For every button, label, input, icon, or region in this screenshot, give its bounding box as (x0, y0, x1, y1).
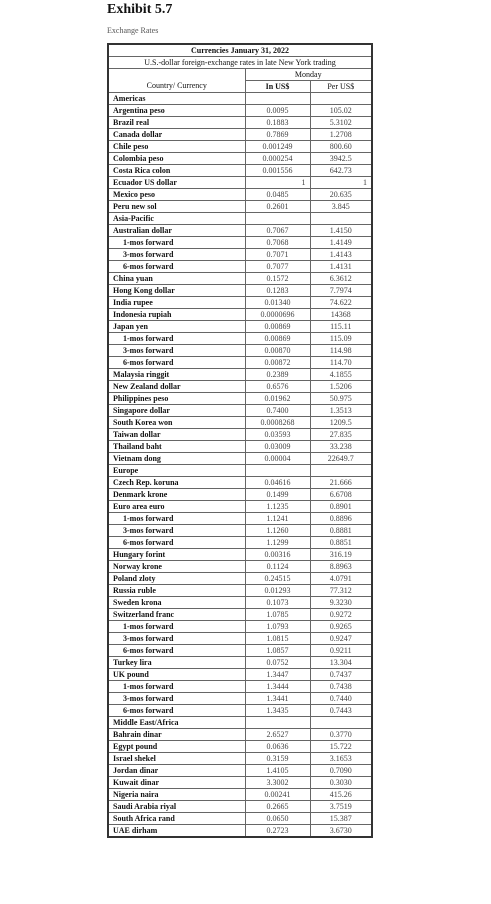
table-row (108, 357, 372, 369)
rate-per-usd: 1.2708 (310, 129, 372, 141)
rate-in-usd: 0.7068 (245, 237, 310, 249)
rate-per-usd: 0.7440 (310, 693, 372, 705)
table-subcaption: U.S.-dollar foreign-exchange rates in late New York trading (108, 57, 372, 69)
rate-in-usd: 1.3441 (245, 693, 310, 705)
table-row (108, 669, 372, 681)
rate-per-usd: 114.70 (310, 357, 372, 369)
rate-per-usd: 1.4143 (310, 249, 372, 261)
region-empty-cell (245, 213, 310, 225)
currency-name: Poland zloty (108, 573, 245, 585)
table-row (108, 453, 372, 465)
table-row (108, 729, 372, 741)
rate-per-usd: 0.8901 (310, 501, 372, 513)
currency-name: 3-mos forward (108, 693, 245, 705)
rate-in-usd: 0.00316 (245, 549, 310, 561)
currency-name: India rupee (108, 297, 245, 309)
currency-name: Sweden krona (108, 597, 245, 609)
currency-name: Australian dollar (108, 225, 245, 237)
exhibit-subtitle: Exchange Rates (107, 26, 159, 35)
table-row (108, 753, 372, 765)
rate-per-usd: 0.9211 (310, 645, 372, 657)
rate-in-usd: 0.7071 (245, 249, 310, 261)
currency-name: 1-mos forward (108, 513, 245, 525)
rate-in-usd: 0.7869 (245, 129, 310, 141)
region-row (108, 717, 372, 729)
rate-in-usd: 0.2665 (245, 801, 310, 813)
rate-per-usd: 316.19 (310, 549, 372, 561)
table-row (108, 789, 372, 801)
currency-name: New Zealand dollar (108, 381, 245, 393)
currency-name: Kuwait dinar (108, 777, 245, 789)
table-row (108, 705, 372, 717)
rate-in-usd: 0.1499 (245, 489, 310, 501)
subcaption-row (108, 57, 372, 69)
region-empty-cell (245, 465, 310, 477)
currency-name: 6-mos forward (108, 537, 245, 549)
region-empty-cell (310, 93, 372, 105)
rate-per-usd: 3.845 (310, 201, 372, 213)
currency-name: Indonesia rupiah (108, 309, 245, 321)
rate-in-usd: 0.1883 (245, 117, 310, 129)
currency-name: 3-mos forward (108, 249, 245, 261)
table-row (108, 765, 372, 777)
rate-in-usd: 0.0636 (245, 741, 310, 753)
table-row (108, 549, 372, 561)
currency-name: UK pound (108, 669, 245, 681)
table-row (108, 597, 372, 609)
rate-per-usd: 7.7974 (310, 285, 372, 297)
currency-name: Thailand baht (108, 441, 245, 453)
currency-name: Hong Kong dollar (108, 285, 245, 297)
table-row (108, 201, 372, 213)
currency-name: Czech Rep. koruna (108, 477, 245, 489)
table-row (108, 501, 372, 513)
rate-per-usd: 0.8881 (310, 525, 372, 537)
rate-in-usd: 0.01340 (245, 297, 310, 309)
rate-per-usd: 415.26 (310, 789, 372, 801)
table-row (108, 285, 372, 297)
rate-per-usd: 0.8896 (310, 513, 372, 525)
rate-per-usd: 1.5206 (310, 381, 372, 393)
rate-in-usd: 0.1124 (245, 561, 310, 573)
table-row (108, 513, 372, 525)
table-row (108, 477, 372, 489)
table-row (108, 153, 372, 165)
rate-per-usd: 0.3770 (310, 729, 372, 741)
currency-name: Nigeria naira (108, 789, 245, 801)
rate-in-usd: 0.0485 (245, 189, 310, 201)
rate-per-usd: 0.7443 (310, 705, 372, 717)
rate-in-usd: 0.04616 (245, 477, 310, 489)
rate-in-usd: 0.0000696 (245, 309, 310, 321)
rate-per-usd: 8.8963 (310, 561, 372, 573)
currency-name: Jordan dinar (108, 765, 245, 777)
rate-in-usd: 0.0095 (245, 105, 310, 117)
currency-name: Hungary forint (108, 549, 245, 561)
currency-name: Canada dollar (108, 129, 245, 141)
currency-name: 6-mos forward (108, 357, 245, 369)
currency-name: South Africa rand (108, 813, 245, 825)
rate-in-usd: 0.2601 (245, 201, 310, 213)
rate-in-usd: 0.7077 (245, 261, 310, 273)
table-row (108, 621, 372, 633)
rate-in-usd: 1.1241 (245, 513, 310, 525)
rate-per-usd: 9.3230 (310, 597, 372, 609)
table-row (108, 645, 372, 657)
table-row (108, 777, 372, 789)
region-label: Asia-Pacific (108, 213, 245, 225)
rate-per-usd: 27.835 (310, 429, 372, 441)
table-row (108, 405, 372, 417)
rate-per-usd: 642.73 (310, 165, 372, 177)
table-row (108, 105, 372, 117)
exhibit-title: Exhibit 5.7 (107, 2, 173, 17)
rate-in-usd: 1.1235 (245, 501, 310, 513)
region-row (108, 465, 372, 477)
region-empty-cell (245, 93, 310, 105)
currency-name: Bahrain dinar (108, 729, 245, 741)
rate-per-usd: 15.722 (310, 741, 372, 753)
rate-in-usd: 0.7400 (245, 405, 310, 417)
col-country-header: Country/ Currency (108, 81, 245, 93)
region-label: Europe (108, 465, 245, 477)
table-row (108, 633, 372, 645)
rate-in-usd: 1.4105 (245, 765, 310, 777)
rate-per-usd: 1209.5 (310, 417, 372, 429)
rate-in-usd: 0.000254 (245, 153, 310, 165)
region-empty-cell (310, 465, 372, 477)
rate-per-usd: 13.304 (310, 657, 372, 669)
table-row (108, 801, 372, 813)
rate-in-usd: 0.00870 (245, 345, 310, 357)
rate-in-usd: 0.00004 (245, 453, 310, 465)
rate-in-usd: 0.0650 (245, 813, 310, 825)
rate-in-usd: 0.3159 (245, 753, 310, 765)
rate-in-usd: 0.001249 (245, 141, 310, 153)
table-row (108, 489, 372, 501)
currency-name: Mexico peso (108, 189, 245, 201)
rate-per-usd: 1.4150 (310, 225, 372, 237)
region-row (108, 213, 372, 225)
rate-in-usd: 0.03593 (245, 429, 310, 441)
rate-per-usd: 114.98 (310, 345, 372, 357)
currency-name: Peru new sol (108, 201, 245, 213)
currency-name: 1-mos forward (108, 237, 245, 249)
rate-in-usd: 0.01962 (245, 393, 310, 405)
currency-name: Costa Rica colon (108, 165, 245, 177)
day-blank-cell (108, 69, 245, 81)
col-in-usd-header: In US$ (245, 81, 310, 93)
currency-name: UAE dirham (108, 825, 245, 838)
table-row (108, 297, 372, 309)
table-row (108, 429, 372, 441)
table-row (108, 309, 372, 321)
rate-per-usd: 3.1653 (310, 753, 372, 765)
rate-in-usd: 1.0793 (245, 621, 310, 633)
rate-in-usd: 0.03009 (245, 441, 310, 453)
region-row (108, 93, 372, 105)
table-row (108, 537, 372, 549)
rate-per-usd: 14368 (310, 309, 372, 321)
rate-in-usd: 1.3435 (245, 705, 310, 717)
rate-per-usd: 105.02 (310, 105, 372, 117)
rate-per-usd: 115.11 (310, 321, 372, 333)
region-label: Middle East/Africa (108, 717, 245, 729)
rate-per-usd: 5.3102 (310, 117, 372, 129)
currency-name: Brazil real (108, 117, 245, 129)
currency-name: 3-mos forward (108, 525, 245, 537)
rate-per-usd: 1.4131 (310, 261, 372, 273)
table-row (108, 189, 372, 201)
currency-name: Switzerland franc (108, 609, 245, 621)
rate-in-usd: 1.3444 (245, 681, 310, 693)
rate-in-usd: 1.0785 (245, 609, 310, 621)
rate-per-usd: 50.975 (310, 393, 372, 405)
rate-in-usd: 0.00241 (245, 789, 310, 801)
currency-name: 6-mos forward (108, 705, 245, 717)
table-row (108, 141, 372, 153)
rate-in-usd: 0.1572 (245, 273, 310, 285)
currency-name: Japan yen (108, 321, 245, 333)
currency-name: Vietnam dong (108, 453, 245, 465)
rate-per-usd: 15.387 (310, 813, 372, 825)
rate-in-usd: 1.0857 (245, 645, 310, 657)
table-row (108, 261, 372, 273)
rate-per-usd: 6.3612 (310, 273, 372, 285)
currency-name: Chile peso (108, 141, 245, 153)
table-row (108, 585, 372, 597)
rate-per-usd: 22649.7 (310, 453, 372, 465)
currency-name: Malaysia ringgit (108, 369, 245, 381)
exchange-rates-table (107, 43, 373, 838)
currency-name: Norway krone (108, 561, 245, 573)
table-row (108, 693, 372, 705)
rate-in-usd: 0.24515 (245, 573, 310, 585)
rate-in-usd: 0.2723 (245, 825, 310, 838)
caption-row (108, 44, 372, 57)
rate-in-usd: 0.7067 (245, 225, 310, 237)
rate-per-usd: 3.6730 (310, 825, 372, 838)
table-row (108, 381, 372, 393)
rate-per-usd: 4.1855 (310, 369, 372, 381)
rate-per-usd: 0.9265 (310, 621, 372, 633)
rate-per-usd: 21.666 (310, 477, 372, 489)
rate-in-usd: 0.00869 (245, 333, 310, 345)
rate-in-usd: 1.0815 (245, 633, 310, 645)
rate-per-usd: 800.60 (310, 141, 372, 153)
rate-per-usd: 1 (310, 177, 372, 189)
currency-name: 3-mos forward (108, 633, 245, 645)
rate-in-usd: 1.3447 (245, 669, 310, 681)
rate-per-usd: 0.9272 (310, 609, 372, 621)
rate-in-usd: 1 (245, 177, 310, 189)
currency-name: 1-mos forward (108, 681, 245, 693)
rate-per-usd: 33.238 (310, 441, 372, 453)
rate-per-usd: 3.7519 (310, 801, 372, 813)
table-row (108, 345, 372, 357)
currency-name: 1-mos forward (108, 333, 245, 345)
rate-in-usd: 0.1283 (245, 285, 310, 297)
col-per-usd-header: Per US$ (310, 81, 372, 93)
rate-in-usd: 0.00872 (245, 357, 310, 369)
currency-name: Saudi Arabia riyal (108, 801, 245, 813)
table-row (108, 165, 372, 177)
currency-name: Taiwan dollar (108, 429, 245, 441)
region-empty-cell (310, 213, 372, 225)
currency-name: Egypt pound (108, 741, 245, 753)
currency-name: Argentina peso (108, 105, 245, 117)
table-row (108, 117, 372, 129)
currency-name: Russia ruble (108, 585, 245, 597)
rate-in-usd: 0.0008268 (245, 417, 310, 429)
table-row (108, 225, 372, 237)
rate-in-usd: 1.1260 (245, 525, 310, 537)
rate-per-usd: 1.4149 (310, 237, 372, 249)
rate-per-usd: 3942.5 (310, 153, 372, 165)
currency-name: South Korea won (108, 417, 245, 429)
currency-name: 3-mos forward (108, 345, 245, 357)
rate-in-usd: 2.6527 (245, 729, 310, 741)
rate-per-usd: 20.635 (310, 189, 372, 201)
exchange-rates-body (108, 44, 372, 837)
currency-name: Israel shekel (108, 753, 245, 765)
rate-per-usd: 0.7090 (310, 765, 372, 777)
rate-in-usd: 1.1299 (245, 537, 310, 549)
rate-per-usd: 4.0791 (310, 573, 372, 585)
table-row (108, 249, 372, 261)
table-row (108, 825, 372, 838)
table-row (108, 333, 372, 345)
rate-in-usd: 0.2389 (245, 369, 310, 381)
table-row (108, 321, 372, 333)
rate-in-usd: 0.01293 (245, 585, 310, 597)
table-row (108, 609, 372, 621)
table-row (108, 417, 372, 429)
currency-name: 6-mos forward (108, 261, 245, 273)
rate-in-usd: 0.00869 (245, 321, 310, 333)
table-row (108, 657, 372, 669)
rate-in-usd: 3.3002 (245, 777, 310, 789)
table-row (108, 573, 372, 585)
currency-name: 6-mos forward (108, 645, 245, 657)
rate-per-usd: 77.312 (310, 585, 372, 597)
table-row (108, 393, 372, 405)
table-row (108, 525, 372, 537)
currency-name: China yuan (108, 273, 245, 285)
table-row (108, 681, 372, 693)
rate-per-usd: 0.8851 (310, 537, 372, 549)
rate-in-usd: 0.001556 (245, 165, 310, 177)
currency-name: Singapore dollar (108, 405, 245, 417)
region-label: Americas (108, 93, 245, 105)
currency-name: Denmark krone (108, 489, 245, 501)
table-row (108, 813, 372, 825)
table-row (108, 237, 372, 249)
day-row (108, 69, 372, 81)
rate-per-usd: 0.7437 (310, 669, 372, 681)
table-caption: Currencies January 31, 2022 (108, 44, 372, 57)
currency-name: Philippines peso (108, 393, 245, 405)
currency-name: Colombia peso (108, 153, 245, 165)
currency-name: Euro area euro (108, 501, 245, 513)
region-empty-cell (310, 717, 372, 729)
table-row (108, 741, 372, 753)
rate-in-usd: 0.1073 (245, 597, 310, 609)
table-row (108, 177, 372, 189)
rate-per-usd: 74.622 (310, 297, 372, 309)
table-row (108, 561, 372, 573)
rate-per-usd: 0.7438 (310, 681, 372, 693)
rate-per-usd: 0.3030 (310, 777, 372, 789)
day-label: Monday (245, 69, 372, 81)
currency-name: Turkey lira (108, 657, 245, 669)
rate-per-usd: 115.09 (310, 333, 372, 345)
column-header-row (108, 81, 372, 93)
table-row (108, 129, 372, 141)
rate-in-usd: 0.6576 (245, 381, 310, 393)
rate-in-usd: 0.0752 (245, 657, 310, 669)
table-row (108, 369, 372, 381)
table-row (108, 273, 372, 285)
rate-per-usd: 1.3513 (310, 405, 372, 417)
currency-name: 1-mos forward (108, 621, 245, 633)
region-empty-cell (245, 717, 310, 729)
rate-per-usd: 6.6708 (310, 489, 372, 501)
currency-name: Ecuador US dollar (108, 177, 245, 189)
rate-per-usd: 0.9247 (310, 633, 372, 645)
table-row (108, 441, 372, 453)
